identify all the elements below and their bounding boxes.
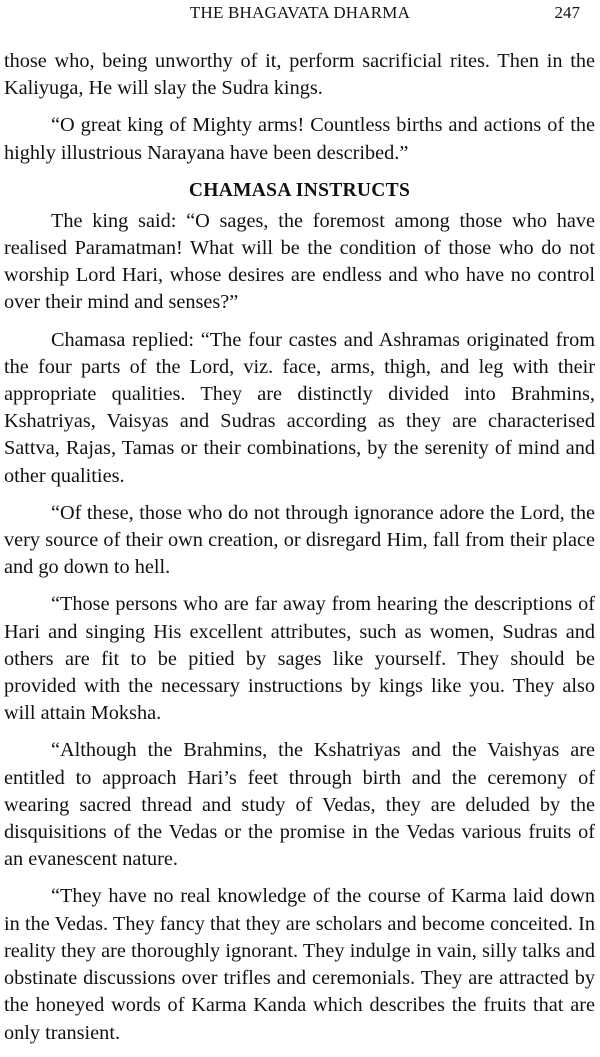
page-number: 247 — [554, 3, 580, 22]
running-head — [0, 1, 600, 25]
paragraph-karma: “They have no real knowledge of the course of Karma laid down in the Vedas. They fancy that they are scholars and become conceited. In reality they are thoroughly ignorant. They indulge in vain, silly talks and obstinate discussions over trifles and ceremonials. They are attracted by the honeyed words of Karma Kanda which describes the fruits that are only transient. — [4, 885, 595, 1044]
paragraph-narayana-quote: “O great king of Mighty arms! Countless births and actions of the highly illustrious Narayana have been described.” — [4, 114, 595, 164]
running-title: THE BHAGAVATA DHARMA — [189, 3, 411, 22]
paragraph-continuation: those who, being unworthy of it, perform sacrificial rites. Then in the Kaliyuga, He will slay the Sudra kings. — [4, 50, 595, 100]
paragraph-brahmins: “Although the Brahmins, the Kshatriyas and the Vaishyas are entitled to approach Hari’s feet through birth and the ceremony of wearing sacred thread and study of Vedas, they are deluded by the disquisitions of the Vedas or the promise in the Vedas various fruits of an evanescent nature. — [4, 739, 595, 871]
paragraph-king-question: The king said: “O sages, the foremost among those who have realised Paramatman! What will be the condition of those who do not worship Lord Hari, whose desires are endless and who have no control over their mind and senses?” — [4, 209, 595, 314]
section-heading: CHAMASA INSTRUCTS — [188, 179, 411, 201]
paragraph-chamasa-reply: Chamasa replied: “The four castes and Ashramas originated from the four parts of the Lord, viz. face, arms, thigh, and leg with their appropriate qualities. They are distinctly divided into Brahmins, Kshatriyas, Vaisyas and Sudras according as they are characterised Sattva, Rajas, Tamas or their combinations, by the serenity of mind and other qualities. — [4, 328, 595, 487]
body-text — [4, 48, 595, 1057]
paragraph-ignorance: “Of these, those who do not through ignorance adore the Lord, the very source of their own creation, or disregard Him, fall from their place and go down to hell. — [4, 501, 595, 579]
paragraph-far-away: “Those persons who are far away from hearing the descriptions of Hari and singing His excellent attributes, such as women, Sudras and others are fit to be pitied by sages like yourself. They should be provided with the necessary instructions by kings like you. They also will attain Moksha. — [4, 593, 595, 725]
